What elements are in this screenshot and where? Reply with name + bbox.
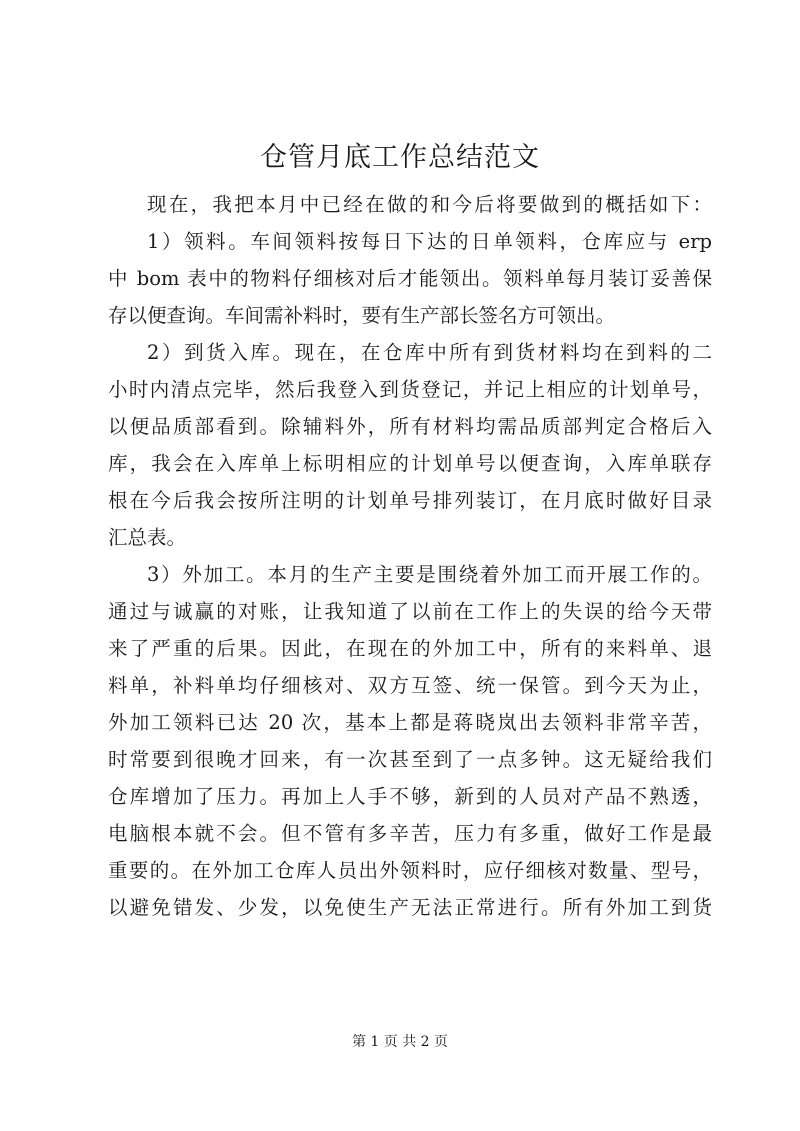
paragraph-line <box>108 408 712 445</box>
line-text: 1）领料。车间领料按每日下达的日单领料，仓库应与 erp <box>147 230 712 253</box>
paragraph-line <box>108 371 712 408</box>
line-text: 中 bom 表中的物料仔细核对后才能领出。领料单每月装订妥善保 <box>108 267 712 290</box>
line-text: 存以便查询。车间需补料时，要有生产部长签名方可领出。 <box>108 304 616 327</box>
line-text: 库，我会在入库单上标明相应的计划单号以便查询，入库单联存 <box>108 452 712 475</box>
paragraph-line <box>108 704 712 741</box>
line-text: 电脑根本就不会。但不管有多辛苦，压力有多重，做好工作是最 <box>108 822 712 845</box>
paragraph-line <box>108 593 712 630</box>
line-text: 仓库增加了压力。再加上人手不够，新到的人员对产品不熟透， <box>108 785 712 808</box>
paragraph-line <box>108 889 712 926</box>
paragraph-line <box>108 778 712 815</box>
line-text: 3）外加工。本月的生产主要是围绕着外加工而开展工作的。 <box>147 563 712 586</box>
line-text: 小时内清点完毕，然后我登入到货登记，并记上相应的计划单号， <box>108 378 712 401</box>
line-text: 来了严重的后果。因此，在现在的外加工中，所有的来料单、退 <box>108 637 712 660</box>
paragraph-line <box>108 815 712 852</box>
paragraph-line <box>108 630 712 667</box>
line-text: 重要的。在外加工仓库人员出外领料时，应仔细核对数量、型号， <box>108 859 712 882</box>
paragraph-line <box>108 334 712 371</box>
paragraph-line <box>108 223 712 260</box>
line-text: 以避免错发、少发，以免使生产无法正常进行。所有外加工到货 <box>108 896 712 919</box>
paragraph-line <box>108 852 712 889</box>
paragraph-line <box>108 445 712 482</box>
line-text: 2）到货入库。现在，在仓库中所有到货材料均在到料的二 <box>147 341 712 364</box>
paragraph-line <box>108 556 712 593</box>
line-text: 以便品质部看到。除辅料外，所有材料均需品质部判定合格后入 <box>108 415 712 438</box>
paragraph-line <box>108 482 712 519</box>
paragraph-line <box>108 297 712 334</box>
line-text: 时常要到很晚才回来，有一次甚至到了一点多钟。这无疑给我们 <box>108 748 712 771</box>
paragraph-line <box>108 741 712 778</box>
line-text: 现在，我把本月中已经在做的和今后将要做到的概括如下： <box>147 193 712 216</box>
line-text: 料单，补料单均仔细核对、双方互签、统一保管。到今天为止， <box>108 674 712 697</box>
paragraph-line <box>108 667 712 704</box>
line-text: 汇总表。 <box>108 526 187 549</box>
page-footer: 第 1 页 共 2 页 <box>351 1034 449 1050</box>
paragraph-line <box>108 186 712 223</box>
line-text: 外加工领料已达 20 次，基本上都是蒋晓岚出去领料非常辛苦， <box>108 711 712 734</box>
paragraph-line <box>108 260 712 297</box>
paragraph-line <box>108 519 712 556</box>
document-title: 仓管月底工作总结范文 <box>260 142 540 173</box>
line-text: 通过与诚赢的对账，让我知道了以前在工作上的失误的给今天带 <box>108 600 712 623</box>
document-body <box>108 186 712 926</box>
line-text: 根在今后我会按所注明的计划单号排列装订，在月底时做好目录 <box>108 489 712 512</box>
